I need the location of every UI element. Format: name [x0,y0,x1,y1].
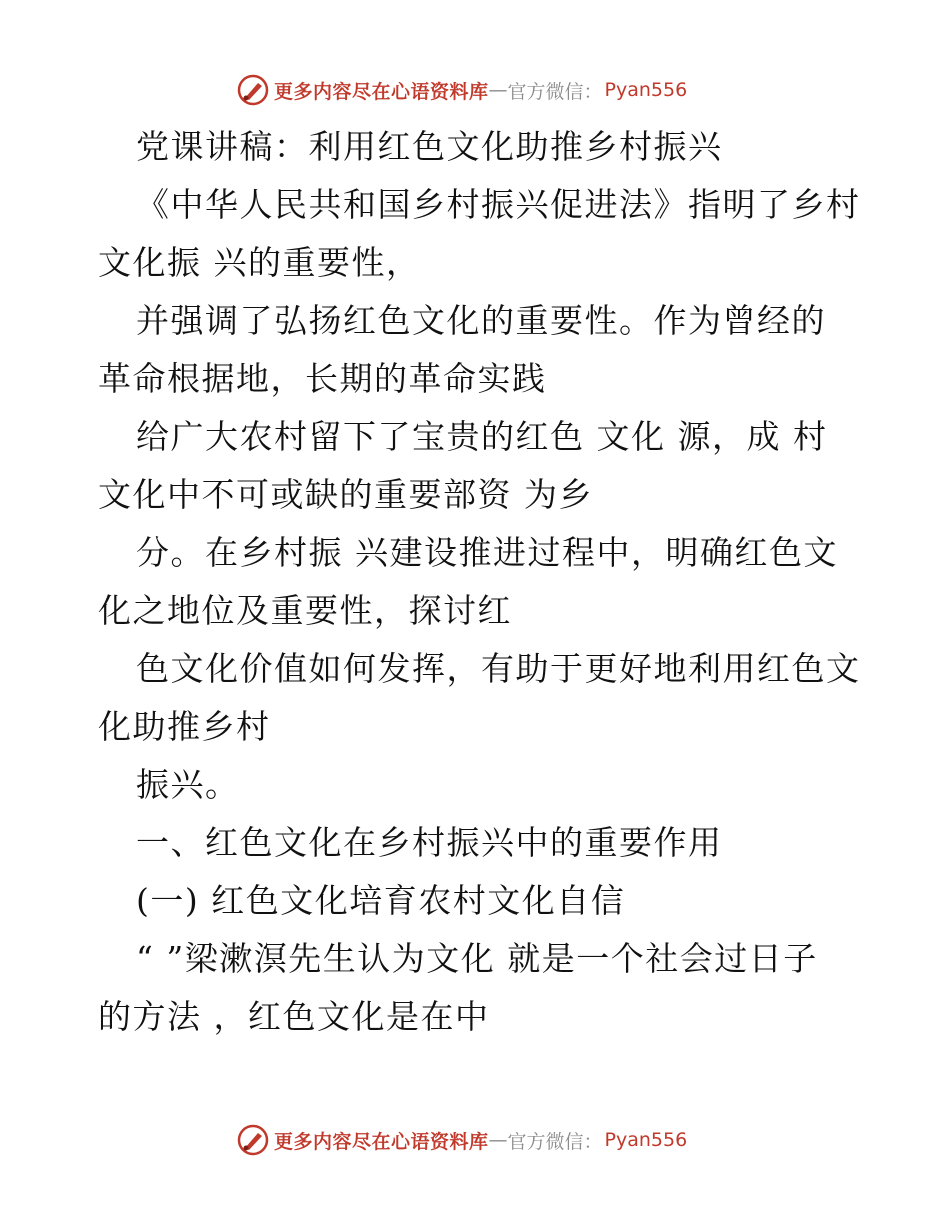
paragraph-line: 分。在乡村振 兴建设推进过程中，明确红色文 [136,533,838,572]
header-watermark [236,72,716,108]
paragraph-line: 《中华人民共和国乡村振兴促进法》指明了乡村 [136,185,861,224]
paragraph-line: “ ”梁漱溟先生认为文化 就是一个社会过日子 [136,939,818,978]
paragraph-line: 给广大农村留下了宝贵的红色 文化 源，成 村 [136,417,828,456]
subsection-heading: (一) 红色文化培育农村文化自信 [136,881,626,920]
pen-seal-icon [236,1123,270,1157]
paragraph-line: 振兴。 [136,765,240,804]
paragraph-line: 文化振 兴的重要性， [98,243,421,282]
watermark-wechat-id: Pyan556 [604,79,688,101]
paragraph-line: 文化中不可或缺的重要部资 为乡 [98,475,593,514]
footer-watermark [236,1122,716,1158]
section-heading: 一、红色文化在乡村振兴中的重要作用 [136,823,723,862]
pen-seal-icon [236,73,270,107]
document-body [98,118,861,1046]
watermark-dash: — [488,1129,508,1151]
watermark-wechat-label: 官方微信： [507,1130,603,1153]
paragraph-line: 化之地位及重要性，探讨红 [98,591,512,630]
paragraph-line: 化助推乡村 [98,707,271,746]
watermark-wechat-id: Pyan556 [604,1129,688,1151]
paragraph-line: 并强调了弘扬红色文化的重要性。作为曾经的 [136,301,826,340]
watermark-brand: 更多内容尽在心语资料库 [274,80,489,103]
watermark-dash: — [488,79,508,101]
paragraph-line: 的方法 ，红色文化是在中 [98,997,490,1036]
watermark-brand: 更多内容尽在心语资料库 [274,1130,489,1153]
paragraph-line: 色文化价值如何发挥，有助于更好地利用红色文 [136,649,861,688]
paragraph-line: 革命根据地，长期的革命实践 [98,359,547,398]
document-title: 党课讲稿：利用红色文化助推乡村振兴 [136,127,723,166]
watermark-wechat-label: 官方微信： [507,80,603,103]
